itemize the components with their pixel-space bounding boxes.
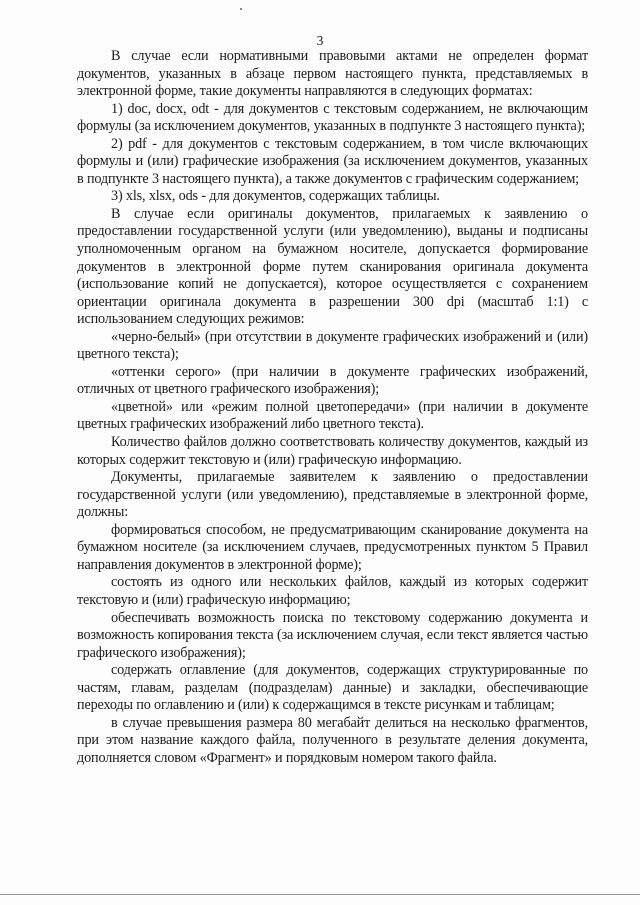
page-bottom-edge <box>0 894 640 895</box>
paragraph-requirement-toc: содержать оглавление (для документов, содержащих структурированные по частям, главам, разделам (подразделам) данные) и закладки, обеспечивающие переходы по оглавлению и (или) к содержащимся в тексте рисункам и таблицам; <box>77 662 588 714</box>
paragraph-format-intro: В случае если нормативными правовыми актами не определен формат документов, указанных в абзаце первом настоящего пункта, представляемых в электронной форме, такие документы направляются в следующих форматах: <box>77 48 588 100</box>
paragraph-requirement-files: состоять из одного или нескольких файлов, каждый из которых содержит текстовую и (или) графическую информацию; <box>77 574 588 608</box>
paragraph-mode-color: «цветной» или «режим полной цветопередачи» (при наличии в документе цветных графических изображений либо цветного текста). <box>77 398 588 433</box>
paragraph-format-xls: 3) xls, xlsx, ods - для документов, содержащих таблицы. <box>111 188 440 205</box>
page-number: 3 <box>316 33 324 48</box>
paragraph-requirement-form: формироваться способом, не предусматривающим сканирование документа на бумажном носителе (за исключением случаев, предусмотренных пунктом 5 Правил направления документов в электронной форме); <box>77 521 588 573</box>
paragraph-requirements-intro: Документы, прилагаемые заявителем к заявлению о предоставлении государственной услуги (или уведомлению), представляемые в электронной форме, должны: <box>77 469 588 521</box>
paragraph-file-count: Количество файлов должно соответствовать количеству документов, каждый из которых содержит текстовую и (или) графическую информацию. <box>77 434 588 468</box>
paragraph-format-doc: 1) doc, docx, odt - для документов с текстовым содержанием, не включающим формулы (за исключением документов, указанных в подпункте 3 настоящего пункта); <box>77 100 588 135</box>
paragraph-requirement-search: обеспечивать возможность поиска по текстовому содержанию документа и возможность копирования текста (за исключением случая, если текст является частью графического изображения); <box>77 609 588 661</box>
paragraph-mode-bw: «черно-белый» (при отсутствии в документе графических изображений и (или) цветного текста); <box>77 328 588 363</box>
paragraph-mode-gray: «оттенки серого» (при наличии в документе графических изображений, отличных от цветного графического изображения); <box>77 363 588 398</box>
scan-artifact <box>240 8 242 10</box>
paragraph-format-pdf: 2) pdf - для документов с текстовым содержанием, в том числе включающих формулы и (или) графические изображения (за исключением документов, указанных в подпункте 3 настоящего пункта), а также документов с графическим содержанием; <box>77 135 588 187</box>
paragraph-scanning: В случае если оригиналы документов, прилагаемых к заявлению о предоставлении государственной услуги (или уведомлению), выданы и подписаны уполномоченным органом на бумажном носителе, допускается формирование документов в электронной форме путем сканирования оригинала документа (использование копий не допускается), которое осуществляется с сохранением ориентации оригинала документа в разрешении 300 dpi (масштаб 1:1) с использованием следующих режимов: <box>77 205 588 328</box>
document-body <box>77 48 588 767</box>
paragraph-requirement-split: в случае превышения размера 80 мегабайт делиться на несколько фрагментов, при этом название каждого файла, полученного в результате деления документа, дополняется словом «Фрагмент» и порядковым номером такого файла. <box>77 714 588 766</box>
